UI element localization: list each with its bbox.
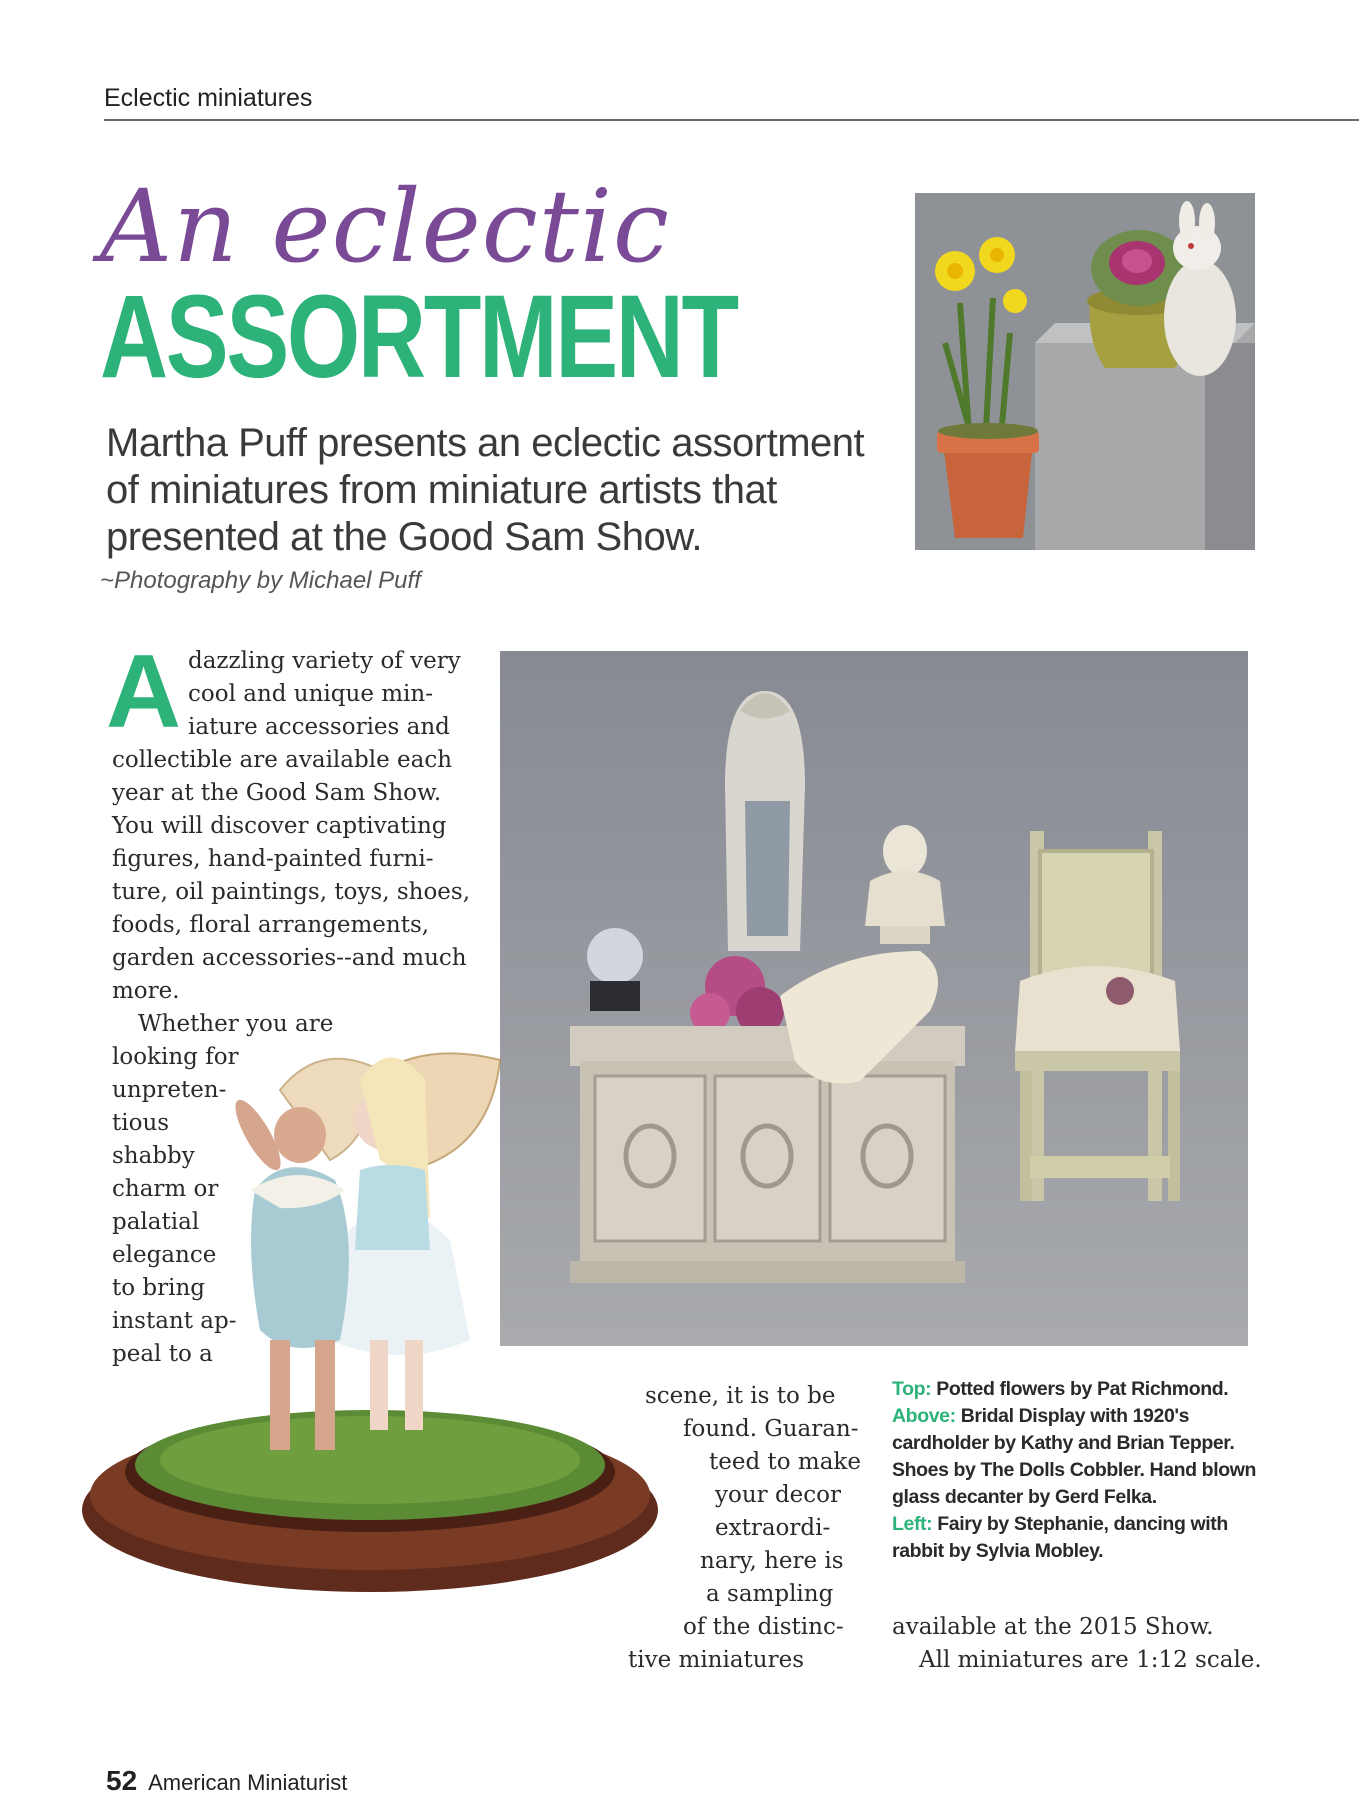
- title-main: ASSORTMENT: [100, 271, 737, 403]
- body-line: shabby: [112, 1143, 195, 1169]
- body-line: of the distinc-: [683, 1614, 844, 1640]
- caption-label-above: Above:: [892, 1405, 956, 1427]
- body-line: unpreten-: [112, 1077, 227, 1103]
- header-rule: [104, 119, 1359, 121]
- body-line: available at the 2015 Show.: [892, 1614, 1214, 1640]
- body-line: more.: [112, 978, 180, 1004]
- deck-subtitle: Martha Puff presents an eclectic assortment of miniatures from miniature artists that presented at the Good Sam Show.: [106, 421, 865, 559]
- body-line: elegance: [112, 1242, 217, 1268]
- body-line: peal to a: [112, 1341, 213, 1367]
- body-line: All miniatures are 1:12 scale.: [919, 1647, 1262, 1673]
- body-line: You will discover captivating: [112, 813, 447, 839]
- body-line: iature accessories and: [188, 714, 450, 740]
- body-line: cool and unique min-: [188, 681, 433, 707]
- caption-label-top: Top:: [892, 1378, 932, 1400]
- caption-text-top: Potted flowers by Pat Richmond.: [936, 1378, 1229, 1400]
- page-footer: [106, 1765, 347, 1797]
- body-line: teed to make: [709, 1449, 861, 1475]
- publication-name: American Miniaturist: [148, 1770, 348, 1795]
- body-line: year at the Good Sam Show.: [112, 780, 442, 806]
- photo-potted-flowers: [915, 193, 1255, 550]
- body-line: palatial: [112, 1209, 200, 1235]
- body-line: charm or: [112, 1176, 219, 1202]
- title-script: An eclectic: [100, 168, 670, 285]
- body-line: garden accessories--and much: [112, 945, 467, 971]
- caption-label-left: Left:: [892, 1513, 933, 1535]
- body-line: instant ap-: [112, 1308, 237, 1334]
- photo-caption: [892, 1376, 1262, 1565]
- caption-text-above: Bridal Display with 1920's cardholder by Kathy and Brian Tepper. Shoes by The Dolls Cobbler. Hand blown glass decanter by Gerd Felka.: [892, 1405, 1257, 1508]
- body-line: scene, it is to be: [645, 1383, 836, 1409]
- body-line: tious: [112, 1110, 170, 1136]
- body-line: tive miniatures: [628, 1647, 805, 1673]
- potted-flowers-illustration: [915, 193, 1255, 550]
- body-line: to bring: [112, 1275, 206, 1301]
- body-line: nary, here is: [700, 1548, 844, 1574]
- body-line: dazzling variety of very: [188, 648, 461, 674]
- page-number: 52: [106, 1765, 138, 1796]
- body-line: foods, floral arrangements,: [112, 912, 430, 938]
- caption-text-left: Fairy by Stephanie, dancing with rabbit by Sylvia Mobley.: [892, 1513, 1228, 1562]
- body-line: Whether you are: [138, 1011, 334, 1037]
- drop-cap: A: [106, 634, 182, 750]
- body-line: found. Guaran-: [683, 1416, 859, 1442]
- body-line: ture, oil paintings, toys, shoes,: [112, 879, 471, 905]
- body-line: figures, hand-painted furni-: [112, 846, 434, 872]
- body-line: extraordi-: [715, 1515, 831, 1541]
- body-line: collectible are available each: [112, 747, 453, 773]
- photo-credit: ~Photography by Michael Puff: [100, 567, 421, 594]
- body-line: your decor: [715, 1482, 842, 1508]
- body-line: a sampling: [706, 1581, 834, 1607]
- body-line: looking for: [112, 1044, 239, 1070]
- section-label: Eclectic miniatures: [104, 84, 313, 112]
